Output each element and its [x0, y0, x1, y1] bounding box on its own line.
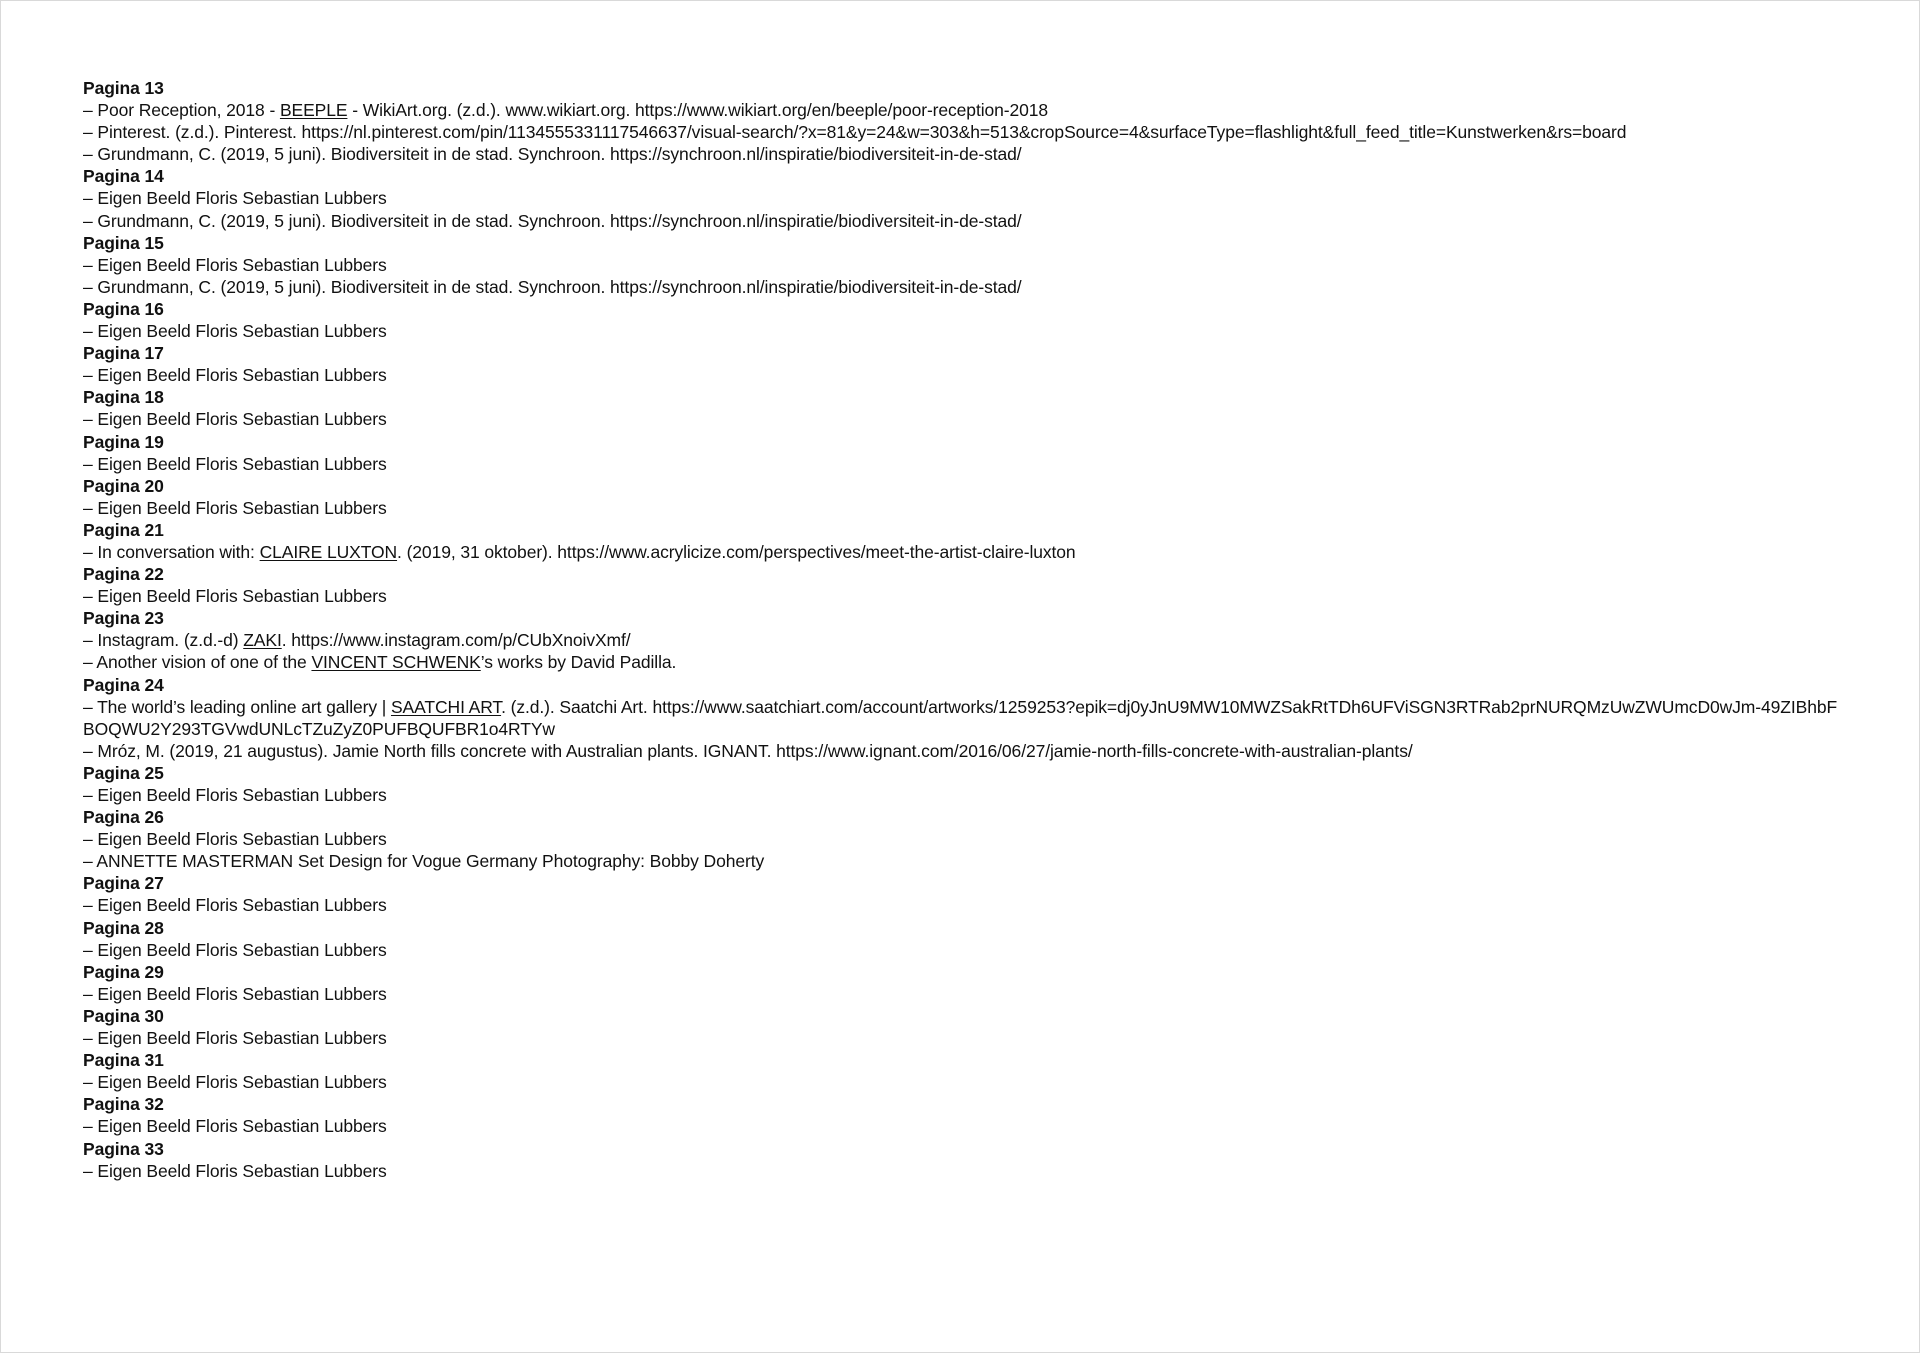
reference-text: – ANNETTE MASTERMAN Set Design for Vogue Germany Photography: Bobby Doherty	[83, 851, 765, 872]
reference-section	[83, 165, 1883, 231]
reference-entry	[83, 1160, 1883, 1182]
reference-entry	[83, 276, 1883, 298]
reference-section	[83, 563, 1883, 607]
reference-entry	[83, 210, 1883, 232]
reference-text: . (z.d.). Saatchi Art. https://www.saatchiart.com/account/artworks/1259253?epik=dj0yJnU9MW10MWZSakRtTDh6UFViSGN3RTRab2prNURQMzUwZWUmcD0wJm-49ZIBhbFBOQWU2Y293TGVwdUNLcTZuZyZ0PUFBQUFBR1o4RTYw	[83, 696, 1838, 739]
reference-entry	[83, 121, 1883, 143]
reference-entry	[83, 696, 1843, 740]
reference-section	[83, 1049, 1883, 1093]
reference-entry	[83, 939, 1883, 961]
reference-section	[83, 431, 1883, 475]
reference-link[interactable]: BEEPLE	[279, 100, 348, 121]
reference-text: – Eigen Beeld Floris Sebastian Lubbers	[83, 1028, 387, 1049]
reference-section	[83, 762, 1883, 806]
reference-entry	[83, 99, 1883, 121]
page-heading: Pagina 29	[83, 961, 164, 982]
page-heading: Pagina 33	[83, 1138, 164, 1159]
reference-entry	[83, 585, 1883, 607]
reference-section	[83, 917, 1883, 961]
reference-text: – Eigen Beeld Floris Sebastian Lubbers	[83, 1072, 387, 1093]
reference-section	[83, 607, 1883, 673]
reference-section	[83, 1138, 1883, 1182]
reference-section	[83, 232, 1883, 298]
reference-text: – Eigen Beeld Floris Sebastian Lubbers	[83, 409, 387, 430]
reference-text: - WikiArt.org. (z.d.). www.wikiart.org. https://www.wikiart.org/en/beeple/poor-reception-2018	[347, 100, 1049, 121]
page-heading: Pagina 32	[83, 1094, 164, 1115]
page-heading: Pagina 26	[83, 807, 164, 828]
page-heading: Pagina 17	[83, 343, 164, 364]
reference-list	[83, 77, 1883, 1182]
reference-section	[83, 298, 1883, 342]
page-heading: Pagina 30	[83, 1005, 164, 1026]
reference-text: – Eigen Beeld Floris Sebastian Lubbers	[83, 939, 387, 960]
reference-section	[83, 1093, 1883, 1137]
reference-entry	[83, 320, 1883, 342]
reference-text: – Instagram. (z.d.-d)	[83, 630, 244, 651]
reference-text: ’s works by David Padilla.	[480, 652, 677, 673]
reference-section	[83, 519, 1883, 563]
reference-text: – Eigen Beeld Floris Sebastian Lubbers	[83, 497, 387, 518]
page-heading: Pagina 18	[83, 387, 164, 408]
page-heading: Pagina 13	[83, 78, 164, 98]
reference-entry	[83, 364, 1883, 386]
reference-text: – Grundmann, C. (2019, 5 juni). Biodiversiteit in de stad. Synchroon. https://synchroon.nl/inspiratie/biodiversiteit-in-de-stad/	[83, 210, 1022, 231]
reference-text: – Mróz, M. (2019, 21 augustus). Jamie North fills concrete with Australian plants. IGNANT. https://www.ignant.com/2016/06/27/jamie-north-fills-concrete-with-australian-plants/	[83, 740, 1413, 761]
reference-entry	[83, 894, 1883, 916]
reference-link[interactable]: SAATCHI ART	[390, 696, 502, 717]
reference-text: – Eigen Beeld Floris Sebastian Lubbers	[83, 188, 387, 209]
reference-entry	[83, 1027, 1883, 1049]
page-heading: Pagina 16	[83, 298, 164, 319]
reference-entry	[83, 143, 1883, 165]
reference-section	[83, 475, 1883, 519]
reference-entry	[83, 629, 1883, 651]
reference-section	[83, 872, 1883, 916]
reference-text: – Eigen Beeld Floris Sebastian Lubbers	[83, 586, 387, 607]
reference-link[interactable]: CLAIRE LUXTON	[259, 541, 398, 562]
reference-entry	[83, 1115, 1883, 1137]
reference-entry	[83, 497, 1883, 519]
reference-entry	[83, 453, 1883, 475]
reference-text: – Another vision of one of the	[83, 652, 312, 673]
page-heading: Pagina 28	[83, 917, 164, 938]
reference-text: – In conversation with:	[83, 541, 260, 562]
reference-text: – Eigen Beeld Floris Sebastian Lubbers	[83, 829, 387, 850]
reference-entry	[83, 983, 1883, 1005]
reference-text: . https://www.instagram.com/p/CUbXnoivXmf/	[281, 630, 631, 651]
page-heading: Pagina 19	[83, 431, 164, 452]
page-heading: Pagina 14	[83, 166, 164, 187]
page-heading: Pagina 27	[83, 873, 164, 894]
reference-link[interactable]: VINCENT SCHWENK	[311, 652, 481, 673]
reference-text: – Eigen Beeld Floris Sebastian Lubbers	[83, 254, 387, 275]
reference-section	[83, 342, 1883, 386]
page-heading: Pagina 31	[83, 1050, 164, 1071]
reference-text: – Eigen Beeld Floris Sebastian Lubbers	[83, 895, 387, 916]
reference-entry	[83, 408, 1883, 430]
reference-entry	[83, 254, 1883, 276]
page-heading: Pagina 25	[83, 762, 164, 783]
reference-text: – Eigen Beeld Floris Sebastian Lubbers	[83, 1160, 387, 1181]
reference-text: – Poor Reception, 2018 -	[83, 100, 280, 121]
page-heading: Pagina 20	[83, 475, 164, 496]
reference-section	[83, 386, 1883, 430]
reference-entry	[83, 651, 1883, 673]
reference-section	[83, 806, 1883, 872]
page-heading: Pagina 21	[83, 519, 164, 540]
page-heading: Pagina 24	[83, 674, 164, 695]
reference-text: – Pinterest. (z.d.). Pinterest. https://nl.pinterest.com/pin/1134555331117546637/visual-search/?x=81&y=24&w=303&h=513&cropSource=4&surfaceType=flashlight&full_feed_title=Kunstwerken&rs=board	[83, 122, 1627, 143]
page-heading: Pagina 22	[83, 564, 164, 585]
reference-section	[83, 961, 1883, 1005]
reference-text: – Grundmann, C. (2019, 5 juni). Biodiversiteit in de stad. Synchroon. https://synchroon.nl/inspiratie/biodiversiteit-in-de-stad/	[83, 276, 1022, 297]
reference-section	[83, 674, 1883, 762]
reference-text: – Eigen Beeld Floris Sebastian Lubbers	[83, 1116, 387, 1137]
reference-text: – Grundmann, C. (2019, 5 juni). Biodiversiteit in de stad. Synchroon. https://synchroon.nl/inspiratie/biodiversiteit-in-de-stad/	[83, 144, 1022, 165]
reference-entry	[83, 541, 1883, 563]
reference-entry	[83, 187, 1883, 209]
reference-text: – Eigen Beeld Floris Sebastian Lubbers	[83, 983, 387, 1004]
reference-entry	[83, 1071, 1883, 1093]
reference-text: . (2019, 31 oktober). https://www.acrylicize.com/perspectives/meet-the-artist-claire-luxton	[397, 541, 1076, 562]
reference-text: – The world’s leading online art gallery |	[83, 696, 391, 717]
reference-entry	[83, 850, 1883, 872]
reference-text: – Eigen Beeld Floris Sebastian Lubbers	[83, 785, 387, 805]
reference-text: – Eigen Beeld Floris Sebastian Lubbers	[83, 365, 387, 386]
reference-section	[83, 1005, 1883, 1049]
reference-entry	[83, 740, 1883, 762]
reference-entry	[83, 828, 1883, 850]
reference-text: – Eigen Beeld Floris Sebastian Lubbers	[83, 453, 387, 474]
reference-entry	[83, 784, 1883, 806]
page-heading: Pagina 15	[83, 232, 164, 253]
reference-section	[83, 77, 1883, 165]
reference-link[interactable]: ZAKI	[243, 630, 282, 651]
page-heading: Pagina 23	[83, 608, 164, 629]
reference-text: – Eigen Beeld Floris Sebastian Lubbers	[83, 321, 387, 342]
